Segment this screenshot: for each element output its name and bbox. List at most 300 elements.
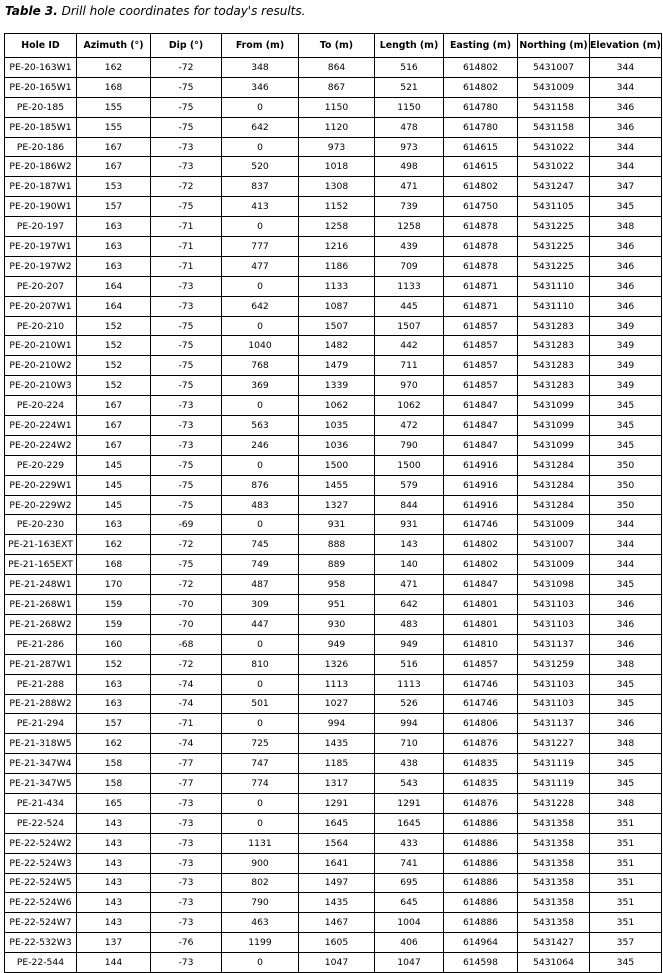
cell-dip: -71 (151, 237, 222, 257)
cell-azimuth: 160 (77, 634, 151, 654)
cell-to: 1455 (299, 475, 375, 495)
cell-dip: -76 (151, 933, 222, 953)
table-row (5, 694, 662, 714)
cell-elevation: 349 (590, 316, 662, 336)
cell-length: 526 (375, 694, 444, 714)
table-row (5, 614, 662, 634)
cell-hole-id: PE-21-268W1 (5, 595, 77, 615)
cell-from: 900 (222, 853, 299, 873)
cell-length: 645 (375, 893, 444, 913)
cell-azimuth: 168 (77, 77, 151, 97)
cell-hole-id: PE-20-165W1 (5, 77, 77, 97)
column-header-elevation: Elevation (m) (590, 34, 662, 58)
cell-elevation: 350 (590, 455, 662, 475)
cell-from: 483 (222, 495, 299, 515)
cell-length: 579 (375, 475, 444, 495)
cell-length: 1500 (375, 455, 444, 475)
cell-hole-id: PE-22-524W5 (5, 873, 77, 893)
cell-length: 739 (375, 197, 444, 217)
cell-hole-id: PE-22-544 (5, 953, 77, 973)
cell-from: 0 (222, 813, 299, 833)
cell-dip: -73 (151, 873, 222, 893)
cell-easting: 614801 (444, 595, 518, 615)
cell-northing: 5431358 (518, 853, 590, 873)
cell-azimuth: 163 (77, 237, 151, 257)
cell-azimuth: 143 (77, 913, 151, 933)
caption-label: Table 3. (5, 4, 58, 18)
table-row (5, 137, 662, 157)
cell-azimuth: 168 (77, 555, 151, 575)
cell-to: 889 (299, 555, 375, 575)
cell-length: 1133 (375, 276, 444, 296)
cell-azimuth: 163 (77, 217, 151, 237)
cell-hole-id: PE-21-288 (5, 674, 77, 694)
cell-from: 837 (222, 177, 299, 197)
column-header-dip: Dip (°) (151, 34, 222, 58)
cell-dip: -72 (151, 535, 222, 555)
cell-length: 1645 (375, 813, 444, 833)
cell-dip: -77 (151, 754, 222, 774)
cell-length: 140 (375, 555, 444, 575)
cell-easting: 614780 (444, 117, 518, 137)
cell-from: 309 (222, 595, 299, 615)
cell-northing: 5431022 (518, 137, 590, 157)
table-row (5, 475, 662, 495)
cell-easting: 614835 (444, 754, 518, 774)
cell-easting: 614802 (444, 77, 518, 97)
cell-azimuth: 162 (77, 734, 151, 754)
cell-hole-id: PE-20-210W1 (5, 336, 77, 356)
cell-dip: -73 (151, 833, 222, 853)
cell-to: 1605 (299, 933, 375, 953)
table-row (5, 515, 662, 535)
cell-from: 477 (222, 256, 299, 276)
cell-to: 1308 (299, 177, 375, 197)
cell-easting: 614857 (444, 654, 518, 674)
cell-to: 1564 (299, 833, 375, 853)
cell-from: 749 (222, 555, 299, 575)
cell-northing: 5431110 (518, 276, 590, 296)
cell-to: 1120 (299, 117, 375, 137)
cell-length: 790 (375, 435, 444, 455)
table-row (5, 316, 662, 336)
cell-azimuth: 170 (77, 575, 151, 595)
cell-to: 1435 (299, 734, 375, 754)
cell-dip: -73 (151, 296, 222, 316)
cell-length: 1258 (375, 217, 444, 237)
cell-to: 1326 (299, 654, 375, 674)
cell-hole-id: PE-21-163EXT (5, 535, 77, 555)
cell-azimuth: 152 (77, 376, 151, 396)
cell-northing: 5431358 (518, 893, 590, 913)
table-row (5, 774, 662, 794)
table-row (5, 674, 662, 694)
cell-to: 1507 (299, 316, 375, 336)
cell-to: 1317 (299, 774, 375, 794)
cell-from: 642 (222, 117, 299, 137)
cell-northing: 5431284 (518, 495, 590, 515)
cell-from: 487 (222, 575, 299, 595)
cell-length: 433 (375, 833, 444, 853)
table-row (5, 953, 662, 973)
cell-northing: 5431098 (518, 575, 590, 595)
cell-hole-id: PE-20-224 (5, 396, 77, 416)
cell-from: 346 (222, 77, 299, 97)
cell-northing: 5431105 (518, 197, 590, 217)
cell-dip: -73 (151, 813, 222, 833)
cell-northing: 5431158 (518, 117, 590, 137)
cell-elevation: 345 (590, 694, 662, 714)
cell-hole-id: PE-22-524 (5, 813, 77, 833)
cell-easting: 614746 (444, 515, 518, 535)
cell-easting: 614615 (444, 157, 518, 177)
table-row (5, 77, 662, 97)
cell-from: 0 (222, 396, 299, 416)
table-row (5, 813, 662, 833)
cell-dip: -75 (151, 356, 222, 376)
cell-elevation: 345 (590, 774, 662, 794)
cell-to: 1479 (299, 356, 375, 376)
table-row (5, 376, 662, 396)
cell-northing: 5431427 (518, 933, 590, 953)
cell-dip: -73 (151, 137, 222, 157)
cell-northing: 5431009 (518, 515, 590, 535)
cell-easting: 614878 (444, 217, 518, 237)
cell-elevation: 344 (590, 555, 662, 575)
cell-elevation: 345 (590, 674, 662, 694)
cell-northing: 5431119 (518, 754, 590, 774)
cell-to: 1327 (299, 495, 375, 515)
cell-northing: 5431099 (518, 435, 590, 455)
column-header-azimuth: Azimuth (°) (77, 34, 151, 58)
cell-to: 930 (299, 614, 375, 634)
cell-azimuth: 152 (77, 654, 151, 674)
cell-from: 642 (222, 296, 299, 316)
table-row (5, 58, 662, 78)
cell-elevation: 346 (590, 117, 662, 137)
cell-easting: 614886 (444, 853, 518, 873)
cell-azimuth: 163 (77, 256, 151, 276)
cell-azimuth: 159 (77, 614, 151, 634)
cell-from: 520 (222, 157, 299, 177)
cell-hole-id: PE-20-185W1 (5, 117, 77, 137)
table-row (5, 734, 662, 754)
cell-length: 710 (375, 734, 444, 754)
cell-azimuth: 143 (77, 813, 151, 833)
cell-from: 0 (222, 634, 299, 654)
cell-azimuth: 152 (77, 336, 151, 356)
cell-azimuth: 143 (77, 873, 151, 893)
cell-hole-id: PE-20-207 (5, 276, 77, 296)
cell-from: 463 (222, 913, 299, 933)
table-row (5, 396, 662, 416)
cell-azimuth: 152 (77, 316, 151, 336)
cell-from: 876 (222, 475, 299, 495)
table-row (5, 237, 662, 257)
drill-hole-table (4, 33, 662, 973)
cell-elevation: 349 (590, 376, 662, 396)
table-row (5, 336, 662, 356)
cell-from: 810 (222, 654, 299, 674)
table-row (5, 197, 662, 217)
column-header-northing: Northing (m) (518, 34, 590, 58)
cell-northing: 5431007 (518, 535, 590, 555)
cell-length: 931 (375, 515, 444, 535)
cell-hole-id: PE-21-288W2 (5, 694, 77, 714)
cell-length: 543 (375, 774, 444, 794)
table-row (5, 217, 662, 237)
cell-elevation: 345 (590, 575, 662, 595)
cell-easting: 614746 (444, 694, 518, 714)
cell-to: 864 (299, 58, 375, 78)
cell-from: 0 (222, 515, 299, 535)
cell-from: 790 (222, 893, 299, 913)
cell-from: 802 (222, 873, 299, 893)
cell-to: 1258 (299, 217, 375, 237)
cell-northing: 5431227 (518, 734, 590, 754)
cell-elevation: 348 (590, 217, 662, 237)
cell-elevation: 344 (590, 137, 662, 157)
cell-northing: 5431283 (518, 356, 590, 376)
cell-easting: 614615 (444, 137, 518, 157)
cell-dip: -75 (151, 316, 222, 336)
cell-northing: 5431259 (518, 654, 590, 674)
cell-dip: -73 (151, 913, 222, 933)
cell-azimuth: 157 (77, 197, 151, 217)
cell-easting: 614878 (444, 237, 518, 257)
cell-length: 442 (375, 336, 444, 356)
cell-dip: -74 (151, 694, 222, 714)
cell-from: 413 (222, 197, 299, 217)
cell-hole-id: PE-22-524W3 (5, 853, 77, 873)
cell-to: 973 (299, 137, 375, 157)
cell-hole-id: PE-20-197W2 (5, 256, 77, 276)
cell-hole-id: PE-20-230 (5, 515, 77, 535)
cell-length: 445 (375, 296, 444, 316)
cell-easting: 614916 (444, 455, 518, 475)
cell-northing: 5431103 (518, 595, 590, 615)
table-row (5, 873, 662, 893)
cell-easting: 614857 (444, 376, 518, 396)
cell-from: 1199 (222, 933, 299, 953)
cell-azimuth: 157 (77, 714, 151, 734)
cell-elevation: 351 (590, 873, 662, 893)
cell-dip: -75 (151, 555, 222, 575)
cell-easting: 614810 (444, 634, 518, 654)
table-row (5, 416, 662, 436)
cell-hole-id: PE-20-210 (5, 316, 77, 336)
cell-northing: 5431137 (518, 714, 590, 734)
cell-to: 951 (299, 595, 375, 615)
cell-elevation: 351 (590, 813, 662, 833)
cell-hole-id: PE-21-294 (5, 714, 77, 734)
cell-length: 143 (375, 535, 444, 555)
cell-elevation: 348 (590, 793, 662, 813)
cell-easting: 614916 (444, 495, 518, 515)
table-row (5, 575, 662, 595)
cell-azimuth: 145 (77, 455, 151, 475)
cell-azimuth: 167 (77, 137, 151, 157)
cell-elevation: 345 (590, 197, 662, 217)
cell-easting: 614886 (444, 893, 518, 913)
cell-dip: -70 (151, 614, 222, 634)
cell-azimuth: 167 (77, 396, 151, 416)
cell-elevation: 347 (590, 177, 662, 197)
cell-azimuth: 152 (77, 356, 151, 376)
cell-to: 1027 (299, 694, 375, 714)
cell-azimuth: 163 (77, 515, 151, 535)
table-row (5, 853, 662, 873)
cell-easting: 614598 (444, 953, 518, 973)
cell-hole-id: PE-20-163W1 (5, 58, 77, 78)
cell-length: 695 (375, 873, 444, 893)
cell-dip: -72 (151, 58, 222, 78)
cell-to: 1047 (299, 953, 375, 973)
cell-from: 768 (222, 356, 299, 376)
cell-easting: 614847 (444, 435, 518, 455)
cell-azimuth: 158 (77, 774, 151, 794)
cell-to: 931 (299, 515, 375, 535)
cell-to: 1186 (299, 256, 375, 276)
cell-hole-id: PE-20-185 (5, 97, 77, 117)
cell-to: 1133 (299, 276, 375, 296)
cell-from: 774 (222, 774, 299, 794)
cell-dip: -70 (151, 595, 222, 615)
cell-dip: -75 (151, 495, 222, 515)
cell-to: 1641 (299, 853, 375, 873)
cell-elevation: 344 (590, 58, 662, 78)
cell-easting: 614876 (444, 734, 518, 754)
cell-length: 406 (375, 933, 444, 953)
cell-easting: 614886 (444, 873, 518, 893)
cell-dip: -75 (151, 97, 222, 117)
cell-elevation: 348 (590, 734, 662, 754)
cell-northing: 5431103 (518, 694, 590, 714)
cell-to: 1152 (299, 197, 375, 217)
cell-length: 844 (375, 495, 444, 515)
cell-elevation: 346 (590, 276, 662, 296)
cell-elevation: 349 (590, 356, 662, 376)
cell-dip: -77 (151, 774, 222, 794)
table-row (5, 833, 662, 853)
cell-northing: 5431137 (518, 634, 590, 654)
cell-to: 1035 (299, 416, 375, 436)
cell-hole-id: PE-21-434 (5, 793, 77, 813)
cell-from: 1131 (222, 833, 299, 853)
cell-length: 472 (375, 416, 444, 436)
cell-elevation: 350 (590, 495, 662, 515)
cell-azimuth: 153 (77, 177, 151, 197)
cell-from: 747 (222, 754, 299, 774)
cell-northing: 5431284 (518, 455, 590, 475)
cell-to: 994 (299, 714, 375, 734)
cell-hole-id: PE-20-224W2 (5, 435, 77, 455)
cell-hole-id: PE-20-197 (5, 217, 77, 237)
cell-hole-id: PE-22-524W7 (5, 913, 77, 933)
cell-dip: -73 (151, 435, 222, 455)
table-row (5, 296, 662, 316)
cell-azimuth: 143 (77, 833, 151, 853)
cell-length: 1047 (375, 953, 444, 973)
cell-to: 1339 (299, 376, 375, 396)
cell-azimuth: 162 (77, 58, 151, 78)
cell-dip: -74 (151, 674, 222, 694)
cell-elevation: 351 (590, 833, 662, 853)
cell-from: 501 (222, 694, 299, 714)
cell-northing: 5431247 (518, 177, 590, 197)
cell-elevation: 346 (590, 237, 662, 257)
cell-length: 709 (375, 256, 444, 276)
cell-easting: 614857 (444, 356, 518, 376)
cell-dip: -73 (151, 416, 222, 436)
cell-from: 0 (222, 455, 299, 475)
column-header-length: Length (m) (375, 34, 444, 58)
table-row (5, 117, 662, 137)
cell-from: 777 (222, 237, 299, 257)
cell-hole-id: PE-20-207W1 (5, 296, 77, 316)
table-row (5, 634, 662, 654)
caption-text: Drill hole coordinates for today's results. (57, 4, 306, 18)
cell-to: 888 (299, 535, 375, 555)
cell-to: 1497 (299, 873, 375, 893)
cell-to: 1113 (299, 674, 375, 694)
cell-to: 1036 (299, 435, 375, 455)
cell-hole-id: PE-22-524W6 (5, 893, 77, 913)
cell-length: 949 (375, 634, 444, 654)
table-row (5, 157, 662, 177)
cell-azimuth: 145 (77, 495, 151, 515)
cell-elevation: 346 (590, 296, 662, 316)
cell-from: 369 (222, 376, 299, 396)
cell-length: 970 (375, 376, 444, 396)
table-row (5, 714, 662, 734)
cell-dip: -73 (151, 953, 222, 973)
cell-elevation: 345 (590, 435, 662, 455)
cell-from: 745 (222, 535, 299, 555)
cell-elevation: 345 (590, 396, 662, 416)
cell-azimuth: 163 (77, 694, 151, 714)
table-row (5, 595, 662, 615)
cell-hole-id: PE-20-224W1 (5, 416, 77, 436)
cell-dip: -73 (151, 793, 222, 813)
cell-length: 438 (375, 754, 444, 774)
cell-easting: 614780 (444, 97, 518, 117)
cell-dip: -68 (151, 634, 222, 654)
cell-northing: 5431158 (518, 97, 590, 117)
cell-to: 1216 (299, 237, 375, 257)
cell-from: 0 (222, 953, 299, 973)
cell-hole-id: PE-20-210W3 (5, 376, 77, 396)
cell-easting: 614916 (444, 475, 518, 495)
cell-from: 0 (222, 674, 299, 694)
cell-from: 447 (222, 614, 299, 634)
cell-easting: 614847 (444, 575, 518, 595)
table-row (5, 754, 662, 774)
cell-easting: 614871 (444, 296, 518, 316)
cell-length: 1150 (375, 97, 444, 117)
cell-easting: 614876 (444, 793, 518, 813)
table-row (5, 177, 662, 197)
cell-length: 498 (375, 157, 444, 177)
cell-elevation: 348 (590, 654, 662, 674)
cell-northing: 5431103 (518, 614, 590, 634)
cell-elevation: 357 (590, 933, 662, 953)
cell-hole-id: PE-20-210W2 (5, 356, 77, 376)
cell-northing: 5431009 (518, 77, 590, 97)
cell-hole-id: PE-21-268W2 (5, 614, 77, 634)
table-row (5, 913, 662, 933)
cell-dip: -75 (151, 197, 222, 217)
